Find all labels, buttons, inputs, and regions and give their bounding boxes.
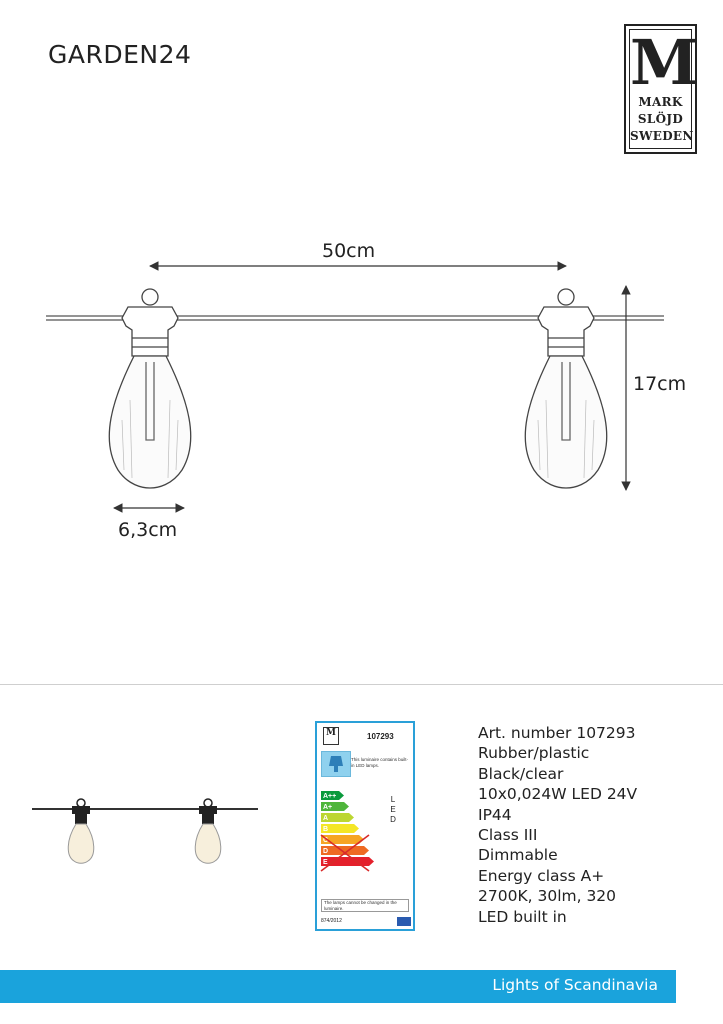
energy-class-label: D	[323, 848, 329, 856]
led-letter: E	[390, 805, 396, 814]
led-letter: D	[390, 815, 396, 824]
spec-item: 10x0,024W LED 24V	[478, 785, 638, 804]
spec-item: Art. number 107293	[478, 724, 636, 742]
section-divider	[0, 684, 723, 685]
product-thumbnail	[28, 796, 263, 871]
product-title: GARDEN24	[48, 40, 192, 69]
led-indicator	[389, 795, 397, 825]
energy-class-label: E	[323, 859, 328, 867]
energy-class-label: C	[323, 837, 329, 845]
footer-tagline: Lights of Scandinavia	[492, 976, 658, 994]
dim-height-label: 17cm	[633, 373, 687, 395]
eu-flag-icon	[397, 917, 411, 926]
spec-item: Class III	[478, 826, 538, 845]
spec-item: LED built in	[478, 907, 567, 926]
spec-item: Black/clear	[478, 764, 564, 783]
spec-item: Dimmable	[478, 846, 558, 865]
dim-spacing-label: 50cm	[322, 240, 376, 262]
led-letter: L	[390, 795, 396, 804]
spec-item: 2700K, 30lm, 320	[478, 887, 617, 906]
bulb-icon	[321, 751, 351, 777]
spec-list	[478, 723, 637, 927]
spec-item: Energy class A+	[478, 866, 605, 885]
label-article-number: 107293	[367, 732, 394, 741]
label-regulation: 874/2012	[321, 918, 342, 924]
energy-class-label: A+	[323, 804, 333, 812]
energy-class-label: A++	[323, 793, 337, 801]
label-note-bottom: The lamps cannot be changed in the luminaire.	[321, 899, 409, 912]
logo-letter: M	[630, 26, 699, 99]
energy-class-label: A	[323, 815, 329, 823]
energy-class-scale	[317, 787, 387, 883]
logo-line-3: SWEDEN	[630, 129, 694, 143]
energy-class-label: B	[323, 826, 329, 834]
footer-bar	[0, 970, 676, 1003]
energy-label	[315, 721, 415, 931]
spec-item: IP44	[478, 805, 512, 824]
logo-line-2: SLÖJD	[637, 112, 684, 126]
bulb-right	[525, 289, 606, 488]
dim-diameter-label: 6,3cm	[118, 519, 178, 541]
label-brand-mark: M	[323, 727, 339, 745]
spec-item: Rubber/plastic	[478, 744, 590, 763]
bulb-left	[109, 289, 190, 488]
logo-line-1: MARK	[638, 95, 683, 109]
label-note-top: This luminaire contains built-in LED lamps.	[351, 757, 409, 768]
